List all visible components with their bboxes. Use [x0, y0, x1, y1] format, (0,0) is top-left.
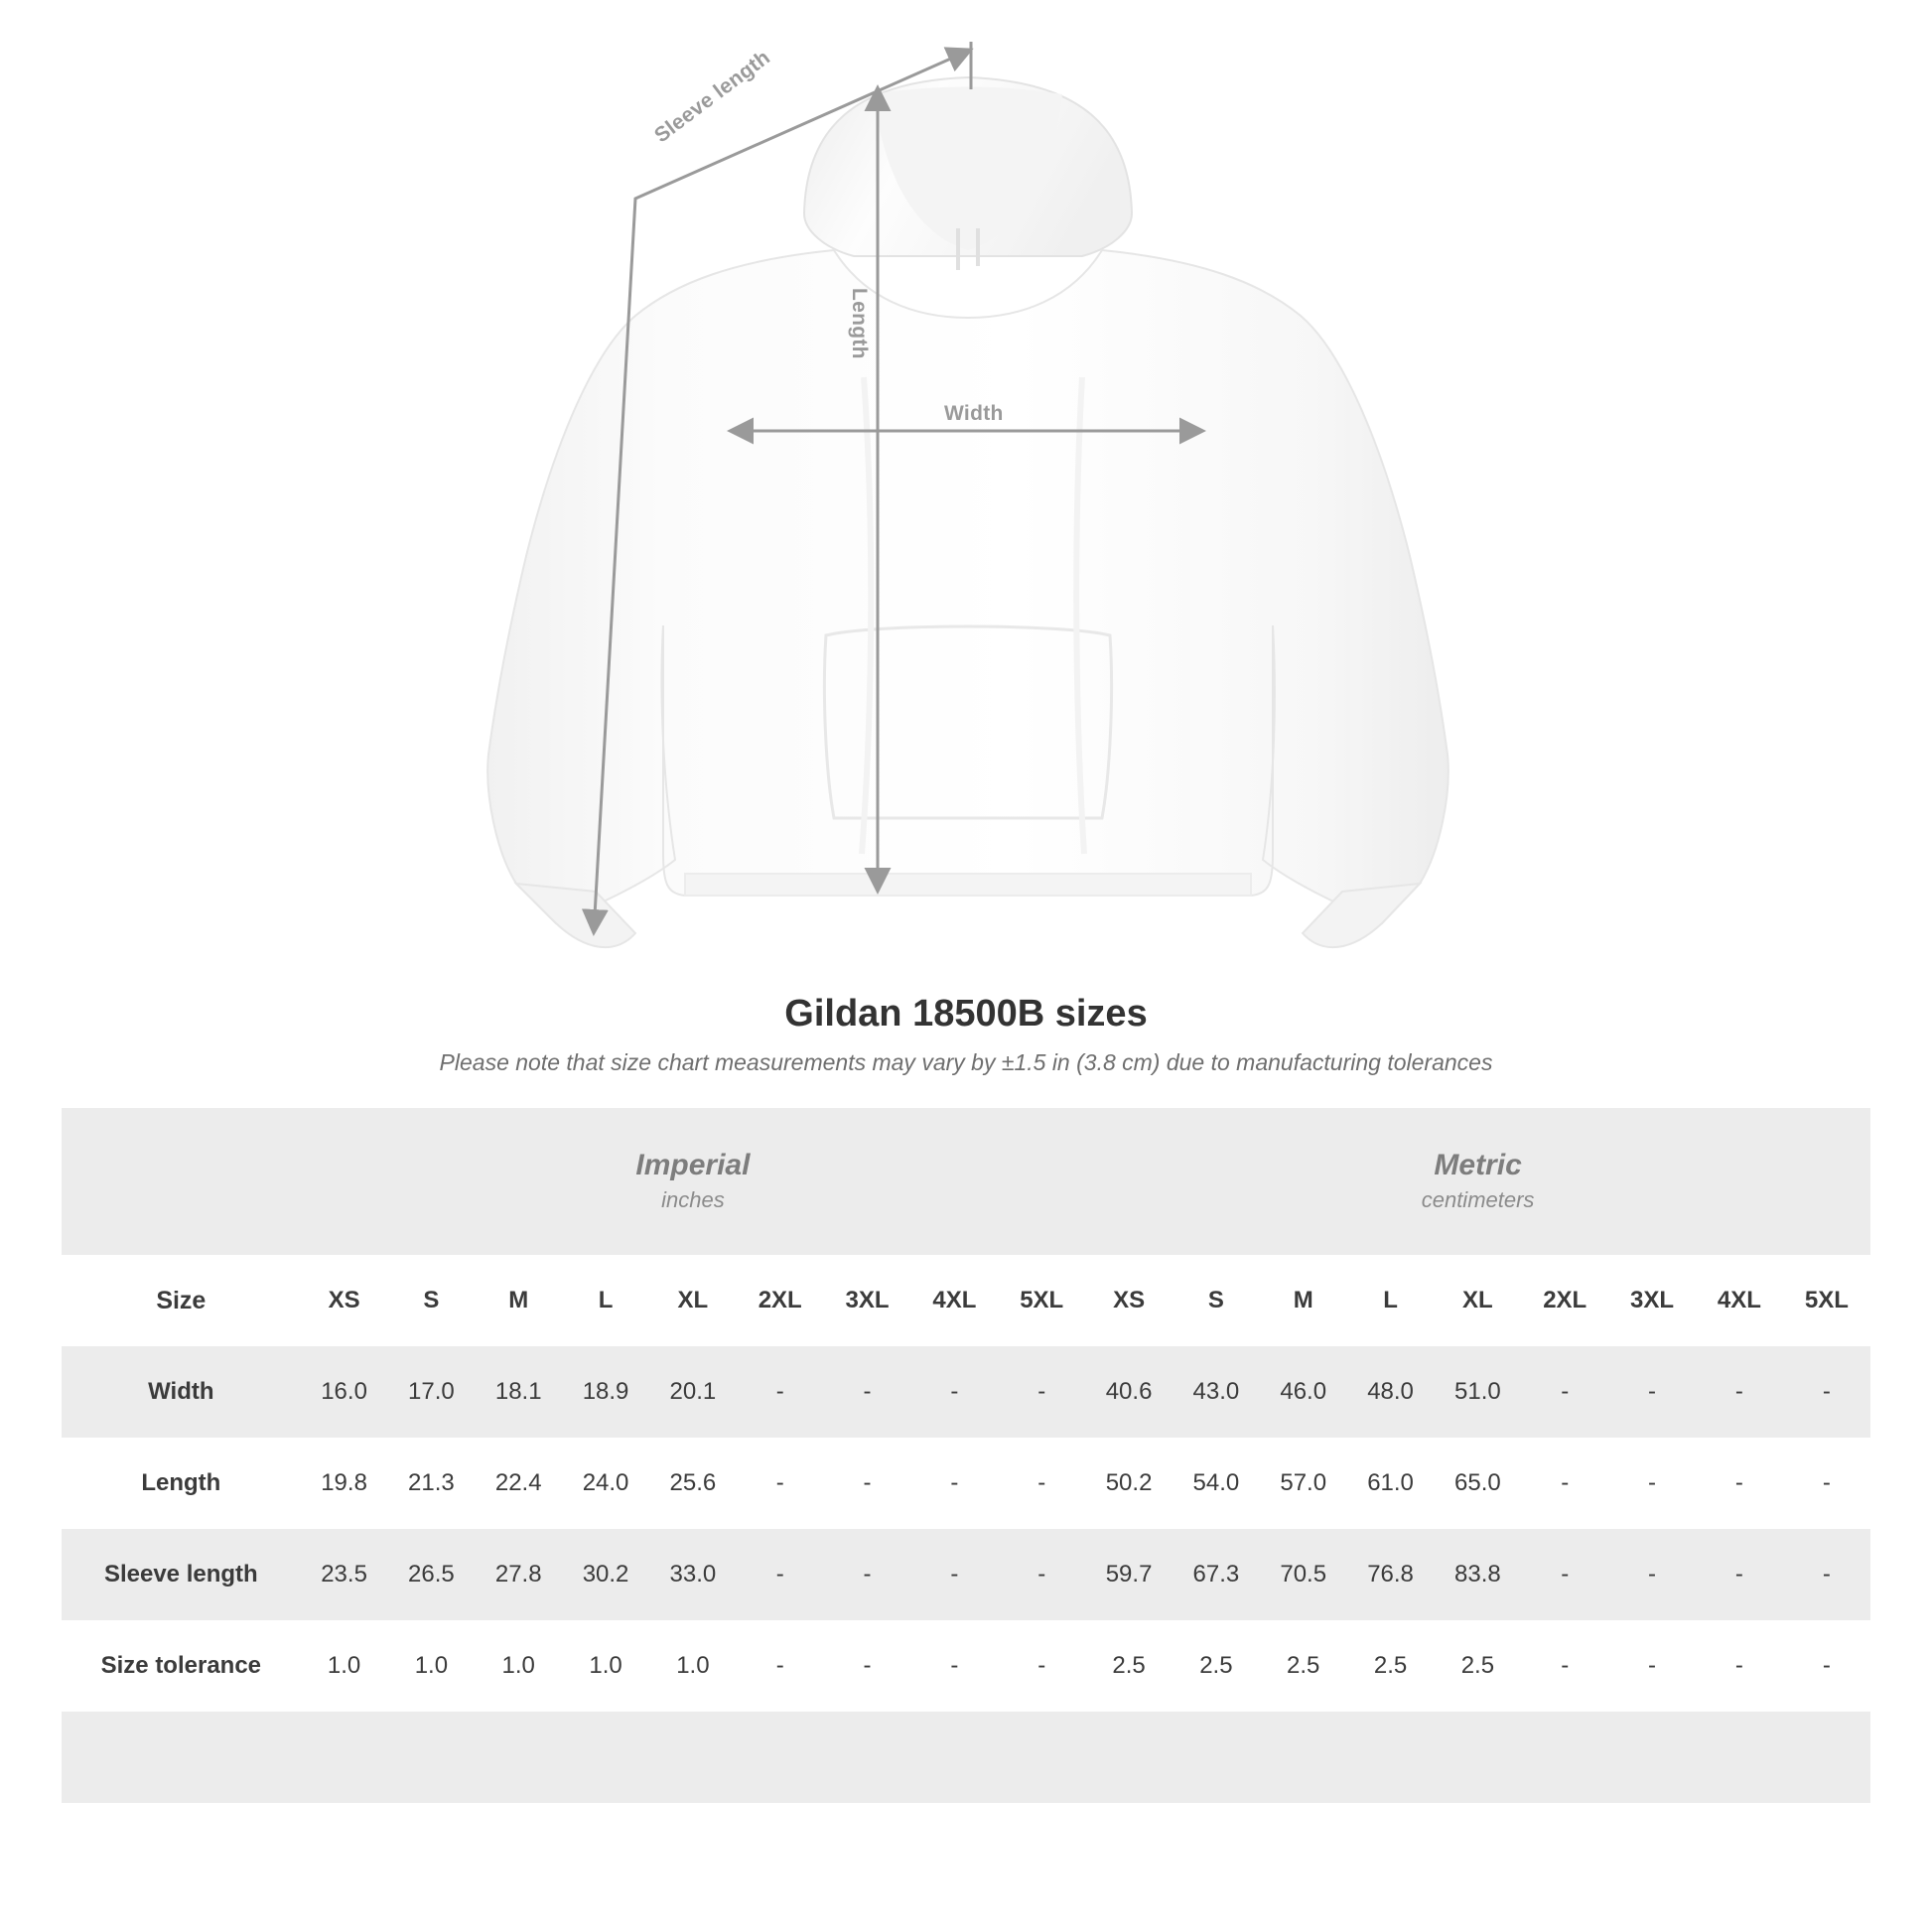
cell-sleeve-imp-3xl: - [824, 1529, 911, 1620]
cell-sleeve-met-4xl: - [1696, 1529, 1783, 1620]
table-footer-row [62, 1712, 1870, 1803]
size-header-label: Size [62, 1255, 301, 1346]
cell-length-imp-4xl: - [910, 1438, 998, 1529]
table-row [62, 1620, 1870, 1712]
size-col-imperial-4xl: 4XL [910, 1255, 998, 1346]
cell-sleeve-met-3xl: - [1608, 1529, 1696, 1620]
metric-unit-sub: centimeters [1421, 1187, 1535, 1213]
size-col-imperial-2xl: 2XL [737, 1255, 824, 1346]
size-col-metric-m: M [1260, 1255, 1347, 1346]
cell-tolerance-imp-4xl: - [910, 1620, 998, 1712]
cell-width-imp-m: 18.1 [475, 1346, 562, 1438]
cell-length-met-xs: 50.2 [1085, 1438, 1173, 1529]
cell-width-met-3xl: - [1608, 1346, 1696, 1438]
size-col-imperial-m: M [475, 1255, 562, 1346]
cell-tolerance-met-2xl: - [1521, 1620, 1608, 1712]
cell-width-met-xs: 40.6 [1085, 1346, 1173, 1438]
row-label-width: Width [62, 1346, 301, 1438]
cell-width-imp-2xl: - [737, 1346, 824, 1438]
row-label-sleeve-length: Sleeve length [62, 1529, 301, 1620]
size-col-metric-4xl: 4XL [1696, 1255, 1783, 1346]
cell-length-imp-3xl: - [824, 1438, 911, 1529]
cell-width-met-xl: 51.0 [1434, 1346, 1521, 1438]
cell-sleeve-imp-5xl: - [998, 1529, 1085, 1620]
table-row [62, 1529, 1870, 1620]
cell-sleeve-met-m: 70.5 [1260, 1529, 1347, 1620]
cell-sleeve-met-2xl: - [1521, 1529, 1608, 1620]
hoodie-shape [487, 77, 1449, 947]
cell-length-met-l: 61.0 [1347, 1438, 1435, 1529]
cell-tolerance-imp-xl: 1.0 [649, 1620, 737, 1712]
size-col-metric-xl: XL [1434, 1255, 1521, 1346]
cell-tolerance-met-4xl: - [1696, 1620, 1783, 1712]
cell-width-met-m: 46.0 [1260, 1346, 1347, 1438]
cell-sleeve-imp-xl: 33.0 [649, 1529, 737, 1620]
cell-width-met-s: 43.0 [1173, 1346, 1260, 1438]
tolerance-note: Please note that size chart measurements may vary by ±1.5 in (3.8 cm) due to manufacturing tolerances [439, 1049, 1493, 1075]
cell-length-imp-l: 24.0 [562, 1438, 649, 1529]
cell-width-imp-s: 17.0 [387, 1346, 475, 1438]
cell-sleeve-met-xs: 59.7 [1085, 1529, 1173, 1620]
cell-length-imp-m: 22.4 [475, 1438, 562, 1529]
imperial-header [301, 1108, 1086, 1255]
cell-tolerance-imp-m: 1.0 [475, 1620, 562, 1712]
cell-sleeve-imp-4xl: - [910, 1529, 998, 1620]
cell-sleeve-imp-l: 30.2 [562, 1529, 649, 1620]
title-block [0, 993, 1932, 1076]
width-dimension-label: Width [944, 402, 1004, 425]
size-col-imperial-l: L [562, 1255, 649, 1346]
imperial-unit-sub: inches [661, 1187, 725, 1213]
size-col-imperial-s: S [387, 1255, 475, 1346]
size-table-wrapper [62, 1108, 1870, 1803]
cell-sleeve-imp-m: 27.8 [475, 1529, 562, 1620]
cell-sleeve-imp-2xl: - [737, 1529, 824, 1620]
cell-length-met-m: 57.0 [1260, 1438, 1347, 1529]
cell-length-met-s: 54.0 [1173, 1438, 1260, 1529]
size-header-row [62, 1255, 1870, 1346]
metric-unit-name: Metric [1434, 1148, 1522, 1181]
cell-length-met-2xl: - [1521, 1438, 1608, 1529]
page-title: Gildan 18500B sizes [784, 993, 1148, 1035]
size-col-imperial-xs: XS [301, 1255, 388, 1346]
size-col-metric-3xl: 3XL [1608, 1255, 1696, 1346]
cell-sleeve-met-l: 76.8 [1347, 1529, 1435, 1620]
cell-width-met-2xl: - [1521, 1346, 1608, 1438]
cell-tolerance-met-s: 2.5 [1173, 1620, 1260, 1712]
cell-tolerance-met-3xl: - [1608, 1620, 1696, 1712]
cell-tolerance-met-xl: 2.5 [1434, 1620, 1521, 1712]
table-row [62, 1438, 1870, 1529]
cell-width-imp-xs: 16.0 [301, 1346, 388, 1438]
cell-length-met-xl: 65.0 [1434, 1438, 1521, 1529]
cell-tolerance-met-5xl: - [1783, 1620, 1870, 1712]
sleeve-length-dimension-label: Sleeve length [650, 46, 775, 148]
cell-tolerance-imp-5xl: - [998, 1620, 1085, 1712]
length-dimension-label: Length [848, 288, 871, 359]
units-header-spacer [62, 1108, 301, 1255]
cell-width-imp-l: 18.9 [562, 1346, 649, 1438]
cell-tolerance-met-l: 2.5 [1347, 1620, 1435, 1712]
imperial-unit-name: Imperial [635, 1148, 751, 1181]
cell-tolerance-met-m: 2.5 [1260, 1620, 1347, 1712]
cell-width-imp-xl: 20.1 [649, 1346, 737, 1438]
cell-width-met-l: 48.0 [1347, 1346, 1435, 1438]
size-col-metric-xs: XS [1085, 1255, 1173, 1346]
cell-length-imp-5xl: - [998, 1438, 1085, 1529]
cell-sleeve-met-xl: 83.8 [1434, 1529, 1521, 1620]
size-col-imperial-3xl: 3XL [824, 1255, 911, 1346]
row-label-length: Length [62, 1438, 301, 1529]
cell-length-met-4xl: - [1696, 1438, 1783, 1529]
cell-tolerance-imp-s: 1.0 [387, 1620, 475, 1712]
size-col-metric-2xl: 2XL [1521, 1255, 1608, 1346]
cell-width-met-4xl: - [1696, 1346, 1783, 1438]
cell-width-imp-5xl: - [998, 1346, 1085, 1438]
cell-length-imp-xs: 19.8 [301, 1438, 388, 1529]
cell-width-met-5xl: - [1783, 1346, 1870, 1438]
cell-tolerance-met-xs: 2.5 [1085, 1620, 1173, 1712]
table-footer-spacer [62, 1712, 1870, 1803]
cell-length-met-3xl: - [1608, 1438, 1696, 1529]
size-table [62, 1108, 1870, 1803]
cell-sleeve-imp-xs: 23.5 [301, 1529, 388, 1620]
size-col-imperial-5xl: 5XL [998, 1255, 1085, 1346]
cell-width-imp-3xl: - [824, 1346, 911, 1438]
metric-header [1085, 1108, 1870, 1255]
size-col-metric-s: S [1173, 1255, 1260, 1346]
cell-tolerance-imp-xs: 1.0 [301, 1620, 388, 1712]
cell-tolerance-imp-l: 1.0 [562, 1620, 649, 1712]
size-col-metric-5xl: 5XL [1783, 1255, 1870, 1346]
cell-tolerance-imp-2xl: - [737, 1620, 824, 1712]
cell-sleeve-met-5xl: - [1783, 1529, 1870, 1620]
cell-length-met-5xl: - [1783, 1438, 1870, 1529]
cell-length-imp-2xl: - [737, 1438, 824, 1529]
size-col-metric-l: L [1347, 1255, 1435, 1346]
units-header-row [62, 1108, 1870, 1255]
cell-width-imp-4xl: - [910, 1346, 998, 1438]
cell-length-imp-xl: 25.6 [649, 1438, 737, 1529]
size-col-imperial-xl: XL [649, 1255, 737, 1346]
cell-sleeve-imp-s: 26.5 [387, 1529, 475, 1620]
cell-sleeve-met-s: 67.3 [1173, 1529, 1260, 1620]
cell-tolerance-imp-3xl: - [824, 1620, 911, 1712]
table-row [62, 1346, 1870, 1438]
row-label-size-tolerance: Size tolerance [62, 1620, 301, 1712]
cell-length-imp-s: 21.3 [387, 1438, 475, 1529]
